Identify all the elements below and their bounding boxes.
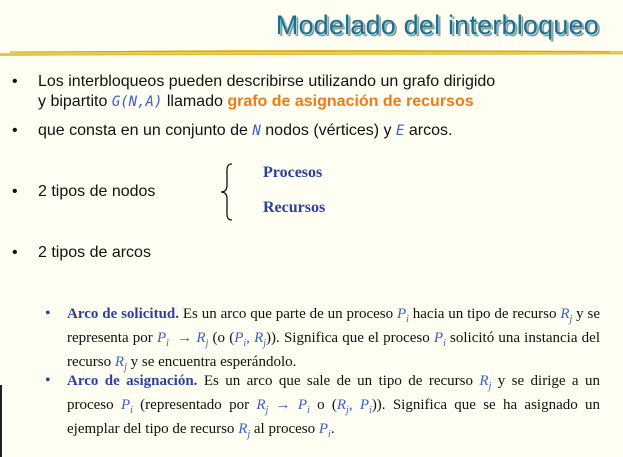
bullet-dot: • <box>12 73 18 90</box>
bullet-node-types: • 2 tipos de nodos <box>12 183 156 200</box>
slide-title: Modelado del interbloqueo <box>275 10 599 40</box>
bullet-arc-types: • 2 tipos de arcos <box>12 244 151 261</box>
nodes-set-symbol: N <box>252 123 261 139</box>
bullet-graph-sets: • que consta en un conjunto de N nodos (vértices) y E arcos. <box>12 122 453 139</box>
bullet1-text: Los interbloqueos pueden describirse utilizando un grafo dirigido <box>38 73 496 90</box>
bullet-graph-intro: • Los interbloqueos pueden describirse utilizando un grafo dirigido y bipartito G(N,A) llamado grafo de asignación de recursos <box>12 73 496 110</box>
arc-request-item: • Arco de solicitud. Es un arco que parte de un proceso $P_i$ hacia un tipo de recurso $R_j$ y se representa por $P_i \to R_j$ (o ($P_i$, $R_j$)). Significa que el proceso $P_i$ solicitó una instancia del recurso $R_j$ y se encuentra esperándolo. <box>45 305 600 373</box>
edges-set-symbol: E <box>395 123 405 139</box>
title-underline-brush <box>0 44 623 62</box>
slide-edge-line <box>0 385 2 457</box>
graph-notation: G(N,A) <box>111 94 163 110</box>
curly-brace-icon <box>220 163 234 221</box>
arc-assignment-term: Arco de asignación. <box>67 373 198 389</box>
highlight-term: grafo de asignación de recursos <box>227 93 474 110</box>
arc-assignment-item: • Arco de asignación. Es un arco que sale de un tipo de recurso $R_j$ y se dirige a un proceso $P_i$ (representado por $R_j \to P_i$ o ($R_j$, $P_i$)). Significa que se ha asignado un ejemplar del tipo de recurso $R_j$ al proceso $P_i$. <box>45 372 601 440</box>
node-type-recursos: Recursos <box>263 199 326 216</box>
node-type-procesos: Procesos <box>263 164 323 181</box>
arc-request-term: Arco de solicitud. <box>67 306 180 322</box>
sub-bullet-dot: • <box>45 372 51 389</box>
sub-bullet-dot: • <box>45 305 51 322</box>
